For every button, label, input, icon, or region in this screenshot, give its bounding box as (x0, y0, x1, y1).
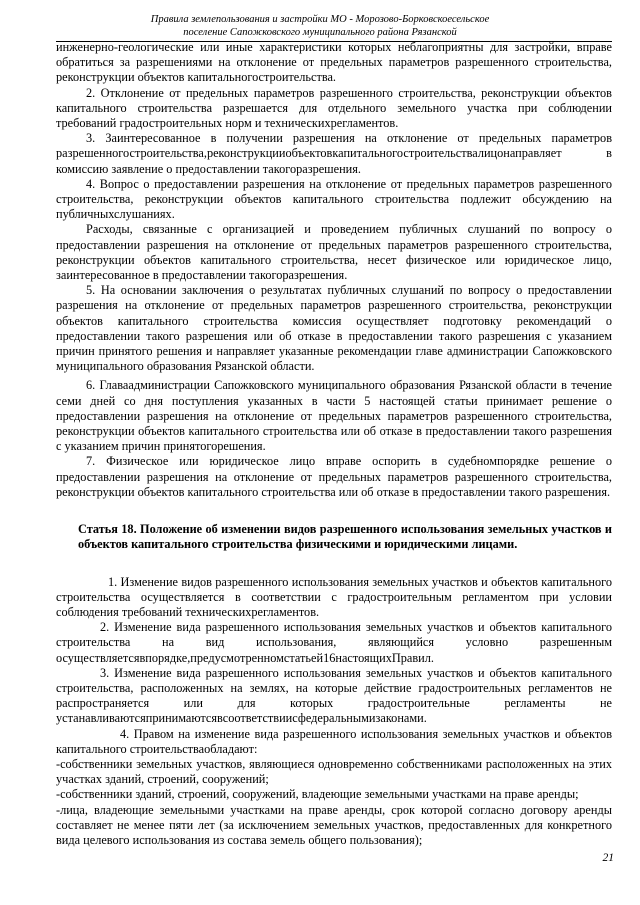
paragraph-item-7: 7. Физическое или юридическое лицо вправе оспорить в судебномпорядке решение о предоставлении разрешения на отклонение от предельных параметров разрешенного строительства, реконструкции объектов капитального строительства или об отказе в предоставлении такого разрешения. (56, 454, 612, 499)
page-number: 21 (602, 852, 614, 864)
paragraph-item-4: 4. Вопрос о предоставлении разрешения на отклонение от предельных параметров разрешенного строительства, реконструкции объектов капитального строительства подлежит обсуждению на публичныхслушаниях. (56, 176, 612, 222)
running-header-line-2: поселение Сапожковского муниципального района Рязанской (183, 27, 457, 38)
paragraph-art18-item-2: 2. Изменение вида разрешенного использования земельных участков и объектов капитального строительства на вид использования, являющийся условно разрешенным осуществляетсявпорядке,предусмотренномстатьей16настоящихПравил. (56, 620, 612, 665)
paragraph-art18-item-4: 4. Правом на изменение вида разрешенного использования земельных участков и объектов капитального строительстваобладают: (56, 726, 612, 756)
running-header-line-1: Правила землепользования и застройки МО - Морозово-Борковскоесельское (150, 14, 490, 25)
paragraph-continuation: инженерно-геологические или иные характеристики которых неблагоприятны для застройки, вправе обратиться за разрешениями на отклонение от предельных параметров разрешенного строительства, реконструкции объектов капитальногостроительства. (56, 40, 612, 85)
document-body (56, 40, 612, 848)
paragraph-expenses: Расходы, связанные с организацией и проведением публичных слушаний по вопросу о предоставлении разрешения на отклонение от предельных параметров разрешенного строительства, реконструкции объектов капитального строительства, несет физическое или юридическое лицо, заинтересованное в предоставлении такогоразрешения. (56, 222, 612, 283)
list-item-lessees: -лица, владеющие земельными участками на праве аренды, срок которой согласно договору аренды составляет не менее пяти лет (за исключением земельных участков, предоставленных для конкретного вида целевого использования из состава земель общего пользования); (56, 802, 612, 847)
paragraph-art18-item-1: 1. Изменение видов разрешенного использования земельных участков и объектов капитального строительства осуществляется в соответствии с градостроительным регламентом при условии соблюдения требований техническихрегламентов. (56, 574, 612, 619)
paragraph-item-5: 5. На основании заключения о результатах публичных слушаний по вопросу о предоставлении разрешения на отклонение от предельных параметров разрешенного строительства, реконструкции объектов капитального строительства комиссия осуществляет подготовку рекомендаций о предоставлении такого разрешения или об отказе в предоставлении такого разрешения с указанием причин принятого решения и направляет указанные рекомендации главе администрации Сапожковского муниципального образования Рязанской области. (56, 283, 612, 374)
list-item-owners-buildings: -собственники зданий, строений, сооружений, владеющие земельными участками на праве аренды; (56, 787, 579, 802)
paragraph-item-6: 6. Главаадминистрации Сапожковского муниципального образования Рязанской области в течение семи дней со дня поступления указанных в части 5 настоящей статьи принимает решение о предоставлении разрешения на отклонение от предельных параметров разрешенного строительства, реконструкции объектов капитального строительства или об отказе в предоставлении такого разрешения с указанием причин принятогорешения. (56, 378, 612, 454)
paragraph-item-2: 2. Отклонение от предельных параметров разрешенного строительства, реконструкции объектов капитального строительства разрешается для отдельного земельного участка при соблюдении требований градостроительных норм и техническихрегламентов. (56, 85, 612, 131)
paragraph-art18-item-3: 3. Изменение вида разрешенного использования земельных участков и объектов капитального строительства, расположенных на землях, на которые действие градостроительных регламентов не распространяется или для которых градостроительные регламенты не устанавливаютсяпринимаютсявсоответствиисфедеральнымизаконами. (56, 665, 612, 726)
paragraph-item-3: 3. Заинтересованное в получении разрешения на отклонение от предельных параметров разрешенногостроительства,реконструкцииобъектовкапитальногостроительствалицонаправляет в комиссию заявление о предоставлении такогоразрешения. (56, 131, 612, 176)
list-item-owners-land: -собственники земельных участков, являющиеся одновременно собственниками расположенных на этих участках зданий, строений, сооружений; (56, 756, 612, 787)
article-heading: Статья 18. Положение об изменении видов разрешенного использования земельных участков и объектов капитального строительства физическими и юридическими лицами. (78, 522, 612, 552)
